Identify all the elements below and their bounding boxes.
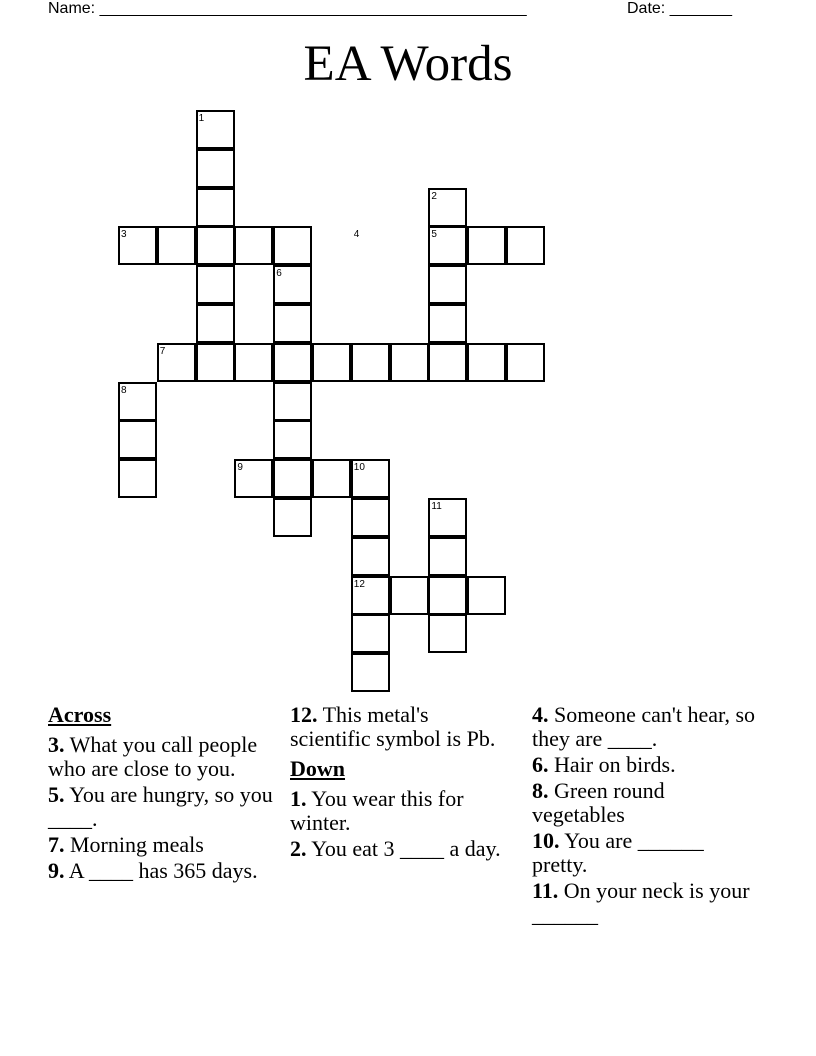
grid-cell <box>428 614 467 653</box>
grid-number: 1 <box>198 113 205 124</box>
grid-cell <box>196 343 235 382</box>
grid-number: 3 <box>121 229 127 241</box>
date-field-label: Date: _______ <box>627 0 732 17</box>
grid-cell <box>351 614 390 653</box>
grid-cell <box>118 459 157 498</box>
clue-across-12: 12. This metal's scientific symbol is Pb. <box>290 702 496 751</box>
grid-cell <box>234 226 273 265</box>
grid-cell <box>506 226 545 265</box>
name-field-label: Name: ________________________________________________ <box>48 0 527 17</box>
grid-number: 8 <box>121 384 127 396</box>
grid-cell <box>273 343 312 382</box>
grid-cell <box>428 304 467 343</box>
grid-cell <box>506 343 545 382</box>
grid-cell <box>273 420 312 459</box>
grid-number: 10 <box>353 462 365 474</box>
across-heading: Across <box>48 702 112 727</box>
grid-cell <box>467 576 506 615</box>
grid-cell <box>273 226 312 265</box>
grid-cell <box>273 304 312 343</box>
grid-cell <box>351 537 390 576</box>
grid-cell <box>390 576 429 615</box>
grid-cell <box>351 343 390 382</box>
clue-down-2: 2. You eat 3 ____ a day. <box>290 836 501 861</box>
clue-down-6: 6. Hair on birds. <box>532 752 676 777</box>
clue-down-1: 1. You wear this for winter. <box>290 786 464 835</box>
page-title: EA Words <box>303 36 513 92</box>
clue-across-3: 3. What you call people who are close to you. <box>48 732 258 781</box>
down-heading: Down <box>290 756 346 781</box>
grid-cell <box>273 498 312 537</box>
grid-cell <box>351 498 390 537</box>
grid-number: 7 <box>159 345 166 357</box>
clue-down-11: 11. On your neck is your ______ <box>532 878 750 927</box>
grid-cell <box>118 420 157 459</box>
grid-cell <box>467 343 506 382</box>
grid-cell <box>196 265 235 304</box>
grid-number: 4 <box>353 229 360 241</box>
grid-cell <box>428 265 467 304</box>
clue-down-10: 10. You are ______ pretty. <box>532 828 704 877</box>
grid-number: 12 <box>353 578 365 590</box>
grid-number: 5 <box>431 229 437 241</box>
clue-across-7: 7. Morning meals <box>48 832 204 857</box>
clue-across-5: 5. You are hungry, so you ____. <box>48 782 273 831</box>
grid-cell <box>273 382 312 421</box>
grid-number: 9 <box>237 462 243 474</box>
grid-cell <box>196 188 235 227</box>
grid-cell <box>428 537 467 576</box>
grid-cell <box>312 343 351 382</box>
grid-cell <box>196 149 235 188</box>
grid-cell <box>428 576 467 615</box>
grid-number: 6 <box>276 268 282 280</box>
grid-number: 2 <box>431 190 437 202</box>
grid-cell <box>467 226 506 265</box>
grid-cell <box>312 459 351 498</box>
grid-cell <box>273 459 312 498</box>
clues-column-3 <box>532 703 762 929</box>
grid-cell <box>157 226 196 265</box>
clues-column-1 <box>48 703 280 885</box>
grid-number: 11 <box>431 501 442 512</box>
grid-cell <box>351 653 390 692</box>
grid-cell <box>428 343 467 382</box>
clue-down-8: 8. Green round vegetables <box>532 778 665 827</box>
grid-cell <box>196 226 235 265</box>
clue-down-4: 4. Someone can't hear, so they are ____. <box>532 702 756 751</box>
grid-cell <box>196 304 235 343</box>
clue-across-9: 9. A ____ has 365 days. <box>48 858 258 883</box>
clues-column-2 <box>290 703 505 863</box>
grid-cell <box>234 343 273 382</box>
grid-cell <box>390 343 429 382</box>
